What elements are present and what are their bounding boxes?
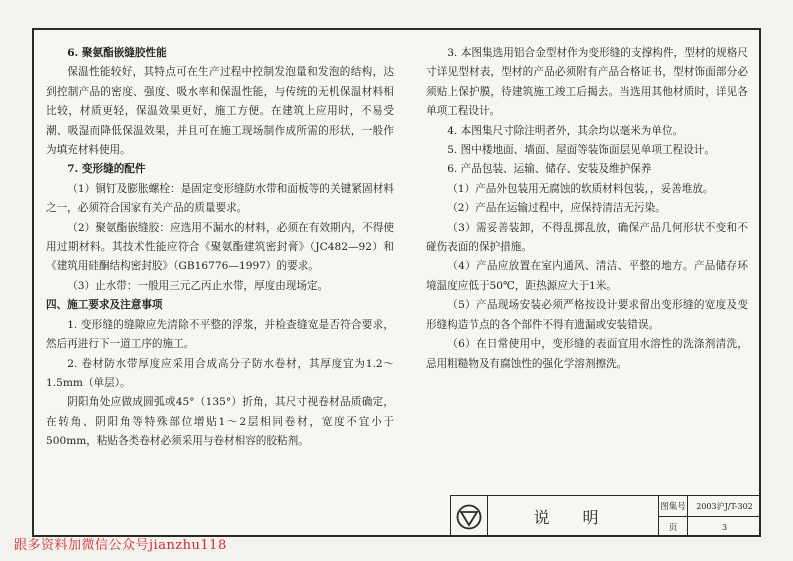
page-label: 页 xyxy=(659,517,688,537)
title-block-title: 说 明 xyxy=(488,496,659,537)
paragraph: （2）聚氨酯嵌缝胶：应选用不漏水的材料，必须在有效期内，不得使用过期材料。其技术性能应符合《聚氨酯建筑密封膏》（JC482—92）和《建筑用硅酮结构密封胶》（GB16776—1997）的要求。 xyxy=(46,221,394,273)
paragraph: （2）产品在运输过程中，应保持清洁无污染。 xyxy=(447,202,666,215)
paragraph: 保温性能较好，其特点可在生产过程中控制发泡量和发泡的结构，达到控制产品的密度、强度、吸水率和保温性能，与传统的无机保温材料相比较，材质更轻，保温效果更好，施工方便。在建筑上应用时，不易受潮、吸湿而降低保温效果，并且可在施工现场制作成所需的形状，一般作为填充材料使用。 xyxy=(46,66,394,157)
triangle-in-circle-logo-icon xyxy=(456,504,482,530)
atlas-number-value: 2003沪J/T-302 xyxy=(696,501,753,511)
page-value: 3 xyxy=(721,522,728,532)
left-column xyxy=(46,44,394,452)
paragraph: （6）在日常使用中，变形缝的表面宜用水溶性的洗涤剂清洗，忌用粗糙物及有腐蚀性的强化学溶剂擦洗。 xyxy=(426,338,748,370)
title-block-meta xyxy=(659,496,761,537)
page-row xyxy=(659,517,761,537)
logo-cell xyxy=(451,496,488,537)
paragraph: 2. 卷材防水带厚度应采用合成高分子防水卷材，其厚度宜为1.2～1.5mm（单层）。 xyxy=(46,357,394,389)
paragraph: 5. 图中楼地面、墙面、屋面等装饰面层见单项工程设计。 xyxy=(447,144,715,157)
paragraph: 4. 本图集尺寸除注明者外，其余均以毫米为单位。 xyxy=(447,124,684,137)
paragraph: （1）产品外包装用无腐蚀的软质材料包装，，妥善堆放。 xyxy=(447,182,714,195)
watermark-text: 跟多资料加微信公众号jianzhu118 xyxy=(14,538,227,553)
paragraph: 3. 本图集选用铝合金型材作为变形缝的支撑构件，型材的规格尺寸详见型材表，型材的产品必须附有产品合格证书，型材饰面部分必须贴上保护膜，待建筑施工竣工后揭去。当选用其他材质时，详见各单项工程设计。 xyxy=(426,47,748,118)
heading-pu-sealant: 6. 聚氨酯嵌缝胶性能 xyxy=(67,47,167,59)
heading-joint-accessories: 7. 变形缝的配件 xyxy=(67,163,146,176)
drawing-frame xyxy=(32,28,761,537)
paragraph: （3）需妥善装卸，不得乱掷乱放，确保产品几何形状不变和不碰伤表面的保护措施。 xyxy=(426,221,748,254)
paragraph: （4）产品应放置在室内通风、清洁、平整的地方。产品储存环境温度应低于50℃，距热源应大于1米。 xyxy=(426,260,748,292)
paragraph: （5）产品现场安装必须严格按设计要求留出变形缝的宽度及变形缝构造节点的各个部件不得有遗漏或安装错误。 xyxy=(426,299,748,331)
atlas-number-row xyxy=(659,496,761,517)
section-heading-construction: 四、施工要求及注意事项 xyxy=(46,299,163,312)
atlas-number-label: 图集号 xyxy=(659,496,688,516)
paragraph: 1. 变形缝的缝隙应先清除不平整的浮浆，并检查缝宽是否符合要求，然后再进行下一道工序的施工。 xyxy=(46,318,394,351)
right-column xyxy=(426,44,748,374)
paragraph: 阴阳角处应做成圆弧或45°（135°）折角，其尺寸视卷材品质确定，在转角、阴阳角等特殊部位增贴1～2层相同卷材，宽度不宜小于500mm，粘贴各类卷材必须采用与卷材相容的胶粘剂。 xyxy=(46,396,394,448)
paragraph: （3）止水带：一般用三元乙丙止水带，厚度由现场定。 xyxy=(67,279,329,292)
paragraph: （1）铜钉及膨胀螺栓：是固定变形缝防水带和面板等的关键紧固材料之一，必须符合国家有关产品的质量要求。 xyxy=(46,182,394,215)
heading-packaging: 6. 产品包装、运输、储存、安装及维护保养 xyxy=(447,163,652,176)
title-block xyxy=(450,495,761,537)
